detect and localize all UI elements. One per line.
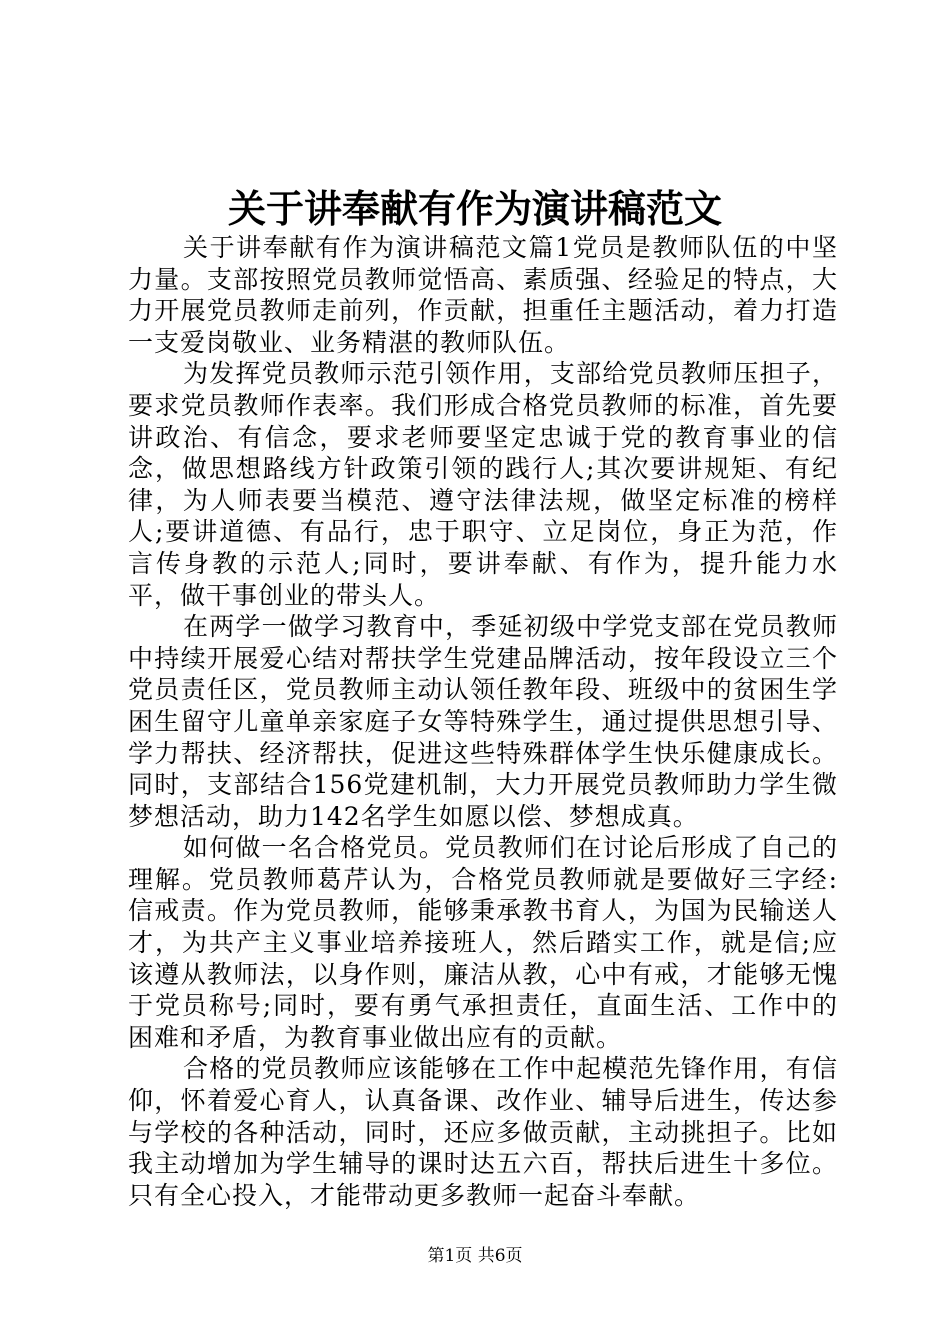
paragraph-5: 合格的党员教师应该能够在工作中起模范先锋作用，有信仰，怀着爱心育人，认真备课、改作业、辅导后进生，传达参与学校的各种活动，同时，还应多做贡献，主动挑担子。比如我主动增加为学生辅导的课时达五六百，帮扶后进生十多位。只有全心投入，才能带动更多教师一起奋斗奉献。 (128, 1054, 838, 1210)
paragraph-2: 为发挥党员教师示范引领作用，支部给党员教师压担子，要求党员教师作表率。我们形成合格党员教师的标准，首先要讲政治、有信念，要求老师要坚定忠诚于党的教育事业的信念，做思想路线方针政策引领的践行人;其次要讲规矩、有纪律，为人师表要当模范、遵守法律法规，做坚定标准的榜样人;要讲道德、有品行，忠于职守、立足岗位，身正为范，作言传身教的示范人;同时，要讲奉献、有作为，提升能力水平，做干事创业的带头人。 (128, 359, 838, 610)
page-number-footer: 第1页 共6页 (427, 1246, 523, 1266)
page-title: 关于讲奉献有作为演讲稿范文 (227, 186, 722, 231)
paragraph-3: 在两学一做学习教育中，季延初级中学党支部在党员教师中持续开展爱心结对帮扶学生党建品牌活动，按年段设立三个党员责任区，党员教师主动认领任教年段、班级中的贫困生学困生留守儿童单亲家庭子女等特殊学生，通过提供思想引导、学力帮扶、经济帮扶，促进这些特殊群体学生快乐健康成长。同时，支部结合156党建机制，大力开展党员教师助力学生微梦想活动，助力142名学生如愿以偿、梦想成真。 (128, 612, 838, 831)
paragraph-4: 如何做一名合格党员。党员教师们在讨论后形成了自己的理解。党员教师葛芹认为，合格党员教师就是要做好三字经:信戒责。作为党员教师，能够秉承教书育人，为国为民输送人才，为共产主义事业培养接班人，然后踏实工作，就是信;应该遵从教师法，以身作则，廉洁从教，心中有戒，才能够无愧于党员称号;同时，要有勇气承担责任，直面生活、工作中的困难和矛盾，为教育事业做出应有的贡献。 (128, 833, 838, 1052)
paragraph-1: 关于讲奉献有作为演讲稿范文篇1党员是教师队伍的中坚力量。支部按照党员教师觉悟高、素质强、经验足的特点，大力开展党员教师走前列，作贡献，担重任主题活动，着力打造一支爱岗敬业、业务精湛的教师队伍。 (128, 233, 838, 357)
document-body (128, 232, 838, 1211)
